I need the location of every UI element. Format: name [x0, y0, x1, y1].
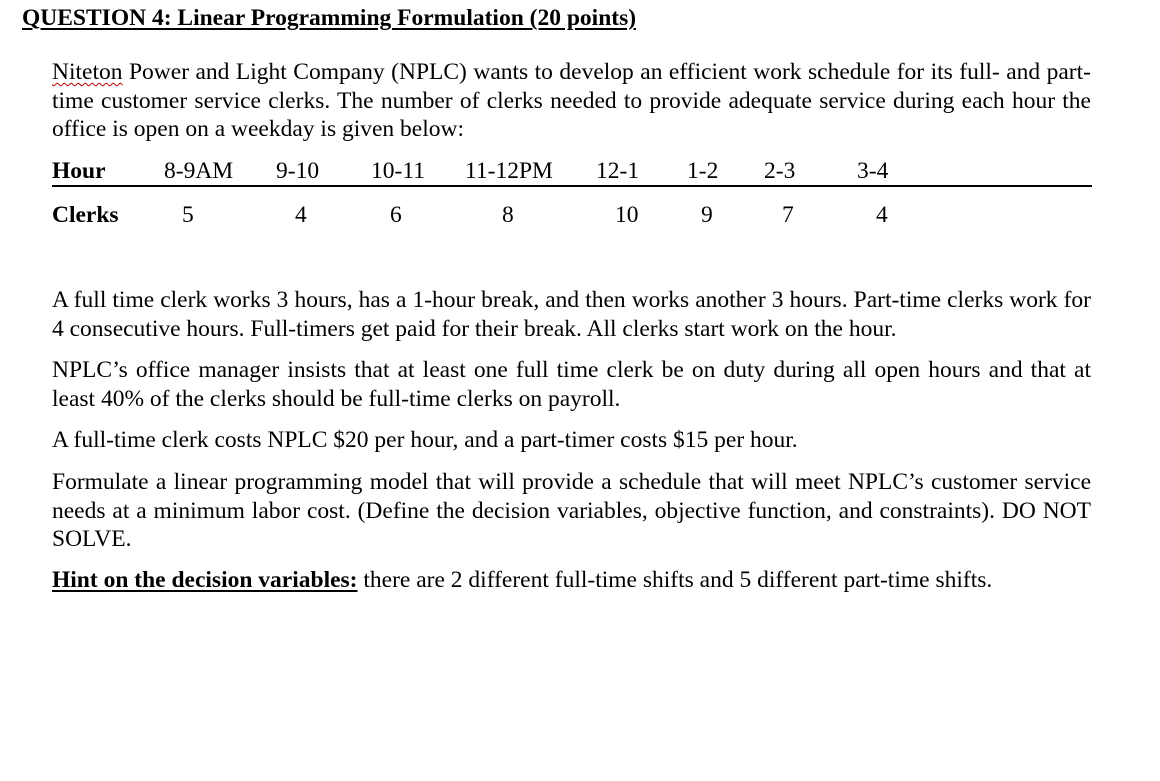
costs-paragraph: A full-time clerk costs NPLC $20 per hour, and a part-timer costs $15 per hour.: [52, 427, 798, 453]
clerks-cell: 5: [182, 202, 194, 228]
table-divider: [52, 185, 1092, 187]
hour-cell: 1-2: [687, 158, 719, 184]
clerks-cell: 8: [502, 202, 514, 228]
hour-header: Hour: [52, 158, 106, 184]
clerks-cell: 4: [295, 202, 307, 228]
hour-cell: 10-11: [371, 158, 425, 184]
hour-cell: 8-9AM: [164, 158, 234, 184]
shifts-paragraph: A full time clerk works 3 hours, has a 1-hour break, and then works another 3 hours. Part-time clerks work for 4 consecutive hours. Full-timers get paid for their break. All clerks start work on the hour.: [52, 287, 1091, 342]
intro-text: Power and Light Company (NPLC) wants to develop an efficient work schedule for its full- and part-time customer service clerks. The number of clerks needed to provide adequate service during each hour the office is open on a weekday is given below:: [52, 59, 1091, 142]
hour-cell: 11-12PM: [465, 158, 553, 184]
manager-paragraph: NPLC’s office manager insists that at least one full time clerk be on duty during all open hours and that at least 40% of the clerks should be full-time clerks on payroll.: [52, 357, 1091, 412]
clerks-cell: 7: [782, 202, 794, 228]
clerks-cell: 9: [701, 202, 713, 228]
task-paragraph: Formulate a linear programming model that will provide a schedule that will meet NPLC’s customer service needs at a minimum labor cost. (Define the decision variables, objective function, and constraints). DO NOT SOLVE.: [52, 469, 1091, 552]
clerks-cell: 6: [390, 202, 402, 228]
question-title: QUESTION 4: Linear Programming Formulation (20 points): [22, 5, 637, 31]
hint-label: Hint on the decision variables:: [52, 567, 358, 593]
hour-cell: 2-3: [764, 158, 796, 184]
clerks-header: Clerks: [52, 202, 119, 228]
clerks-cell: 4: [876, 202, 888, 228]
hour-cell: 3-4: [857, 158, 889, 184]
clerks-cell: 10: [615, 202, 639, 228]
company-name-misspelled: Niteton: [52, 59, 123, 85]
hour-cell: 12-1: [596, 158, 640, 184]
hint-paragraph: [52, 566, 1091, 595]
hint-text: there are 2 different full-time shifts and 5 different part-time shifts.: [357, 567, 993, 593]
intro-paragraph: [52, 58, 1091, 144]
hour-cell: 9-10: [276, 158, 320, 184]
